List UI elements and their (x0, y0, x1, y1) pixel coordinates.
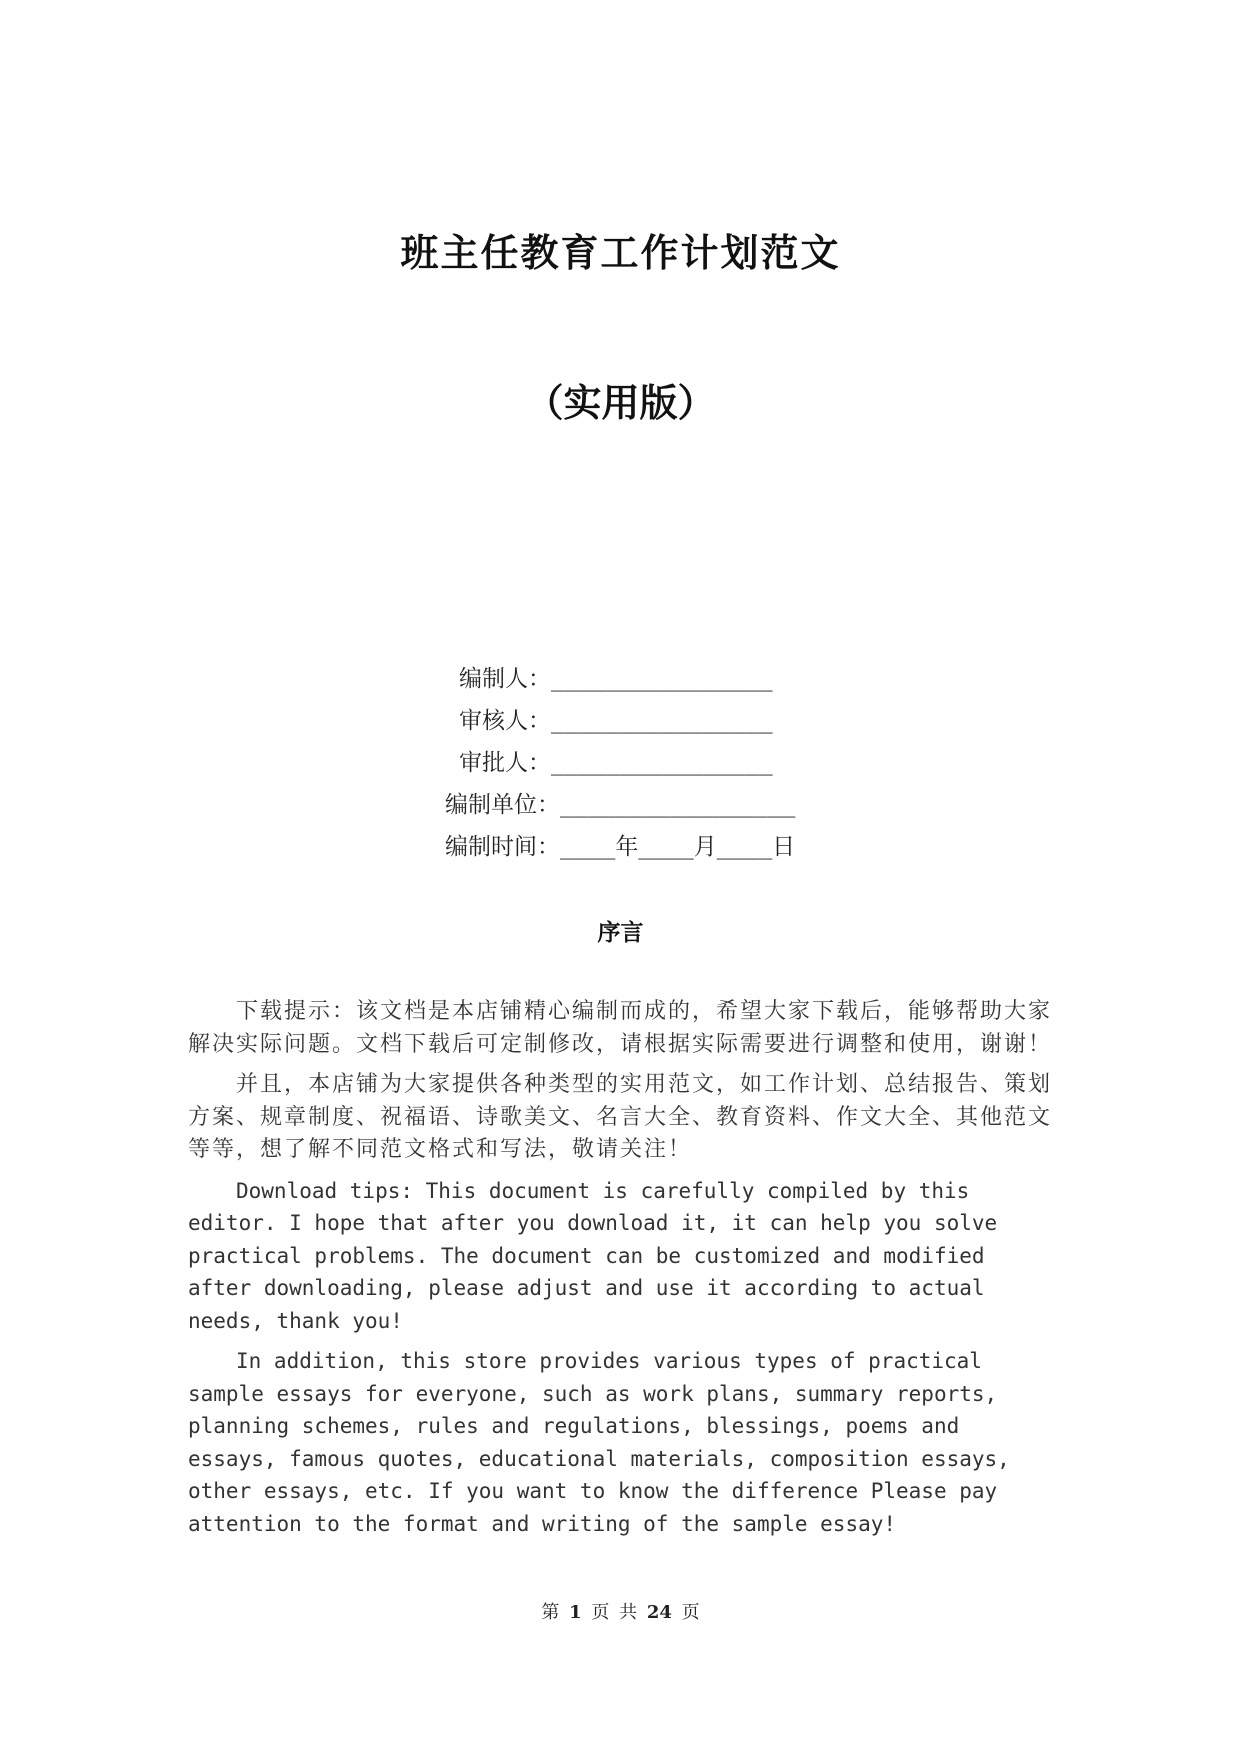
time-row (445, 828, 795, 861)
time-label: 编制时间： (445, 834, 560, 860)
approver-row (459, 744, 773, 777)
total-page-count: 24 (646, 1602, 672, 1623)
reviewer-label: 审核人： (459, 708, 551, 734)
preface-paragraph: In addition, this store provides various types of practical sample essays for everyone, such as work plans, summary reports, planning schemes, rules and regulations, blessings, poems and essays, famous quotes, educational materials, composition essays, other essays, etc. If you want to know the difference Please pay attention to the format and writing of the sample essay! (188, 1349, 1010, 1536)
year-label: 年 (615, 834, 639, 860)
preface-paragraph: 并且，本店铺为大家提供各种类型的实用范文，如工作计划、总结报告、策划方案、规章制度、祝福语、诗歌美文、名言大全、教育资料、作文大全、其他范文等等，想了解不同范文格式和写法，敬请关注！ (188, 1072, 1053, 1162)
compiler-label: 编制人： (459, 666, 551, 692)
approver-blank: ________________ (551, 750, 773, 776)
unit-label: 编制单位： (445, 792, 560, 818)
reviewer-row (459, 702, 773, 735)
approver-label: 审批人： (459, 750, 551, 776)
unit-blank: _________________ (560, 792, 796, 818)
day-label: 日 (772, 834, 796, 860)
footer-suffix: 页 (681, 1602, 700, 1623)
page-footer (0, 1598, 1241, 1624)
document-title: 班主任教育工作计划范文 (400, 230, 841, 275)
month-blank: ____ (638, 834, 694, 860)
current-page-number: 1 (569, 1602, 582, 1623)
reviewer-blank: ________________ (551, 708, 773, 734)
day-blank: ____ (716, 834, 773, 860)
footer-middle: 页 共 (591, 1602, 638, 1623)
document-subtitle: （实用版） (525, 380, 716, 425)
preface-paragraph: 下载提示：该文档是本店铺精心编制而成的，希望大家下载后，能够帮助大家解决实际问题。文档下载后可定制修改，请根据实际需要进行调整和使用，谢谢！ (188, 999, 1053, 1057)
unit-row (445, 786, 795, 819)
month-label: 月 (693, 834, 717, 860)
footer-prefix: 第 (541, 1602, 560, 1623)
preface-heading: 序言 (597, 920, 644, 946)
year-blank: ____ (560, 834, 616, 860)
preface-paragraph: Download tips: This document is carefully compiled by this editor. I hope that after you download it, it can help you solve practical problems. The document can be customized and modified after downloading, please adjust and use it according to actual needs, thank you! (188, 1178, 998, 1333)
compiler-row (459, 660, 773, 693)
compiler-blank: ________________ (551, 666, 773, 692)
preface-body (188, 996, 1058, 1548)
